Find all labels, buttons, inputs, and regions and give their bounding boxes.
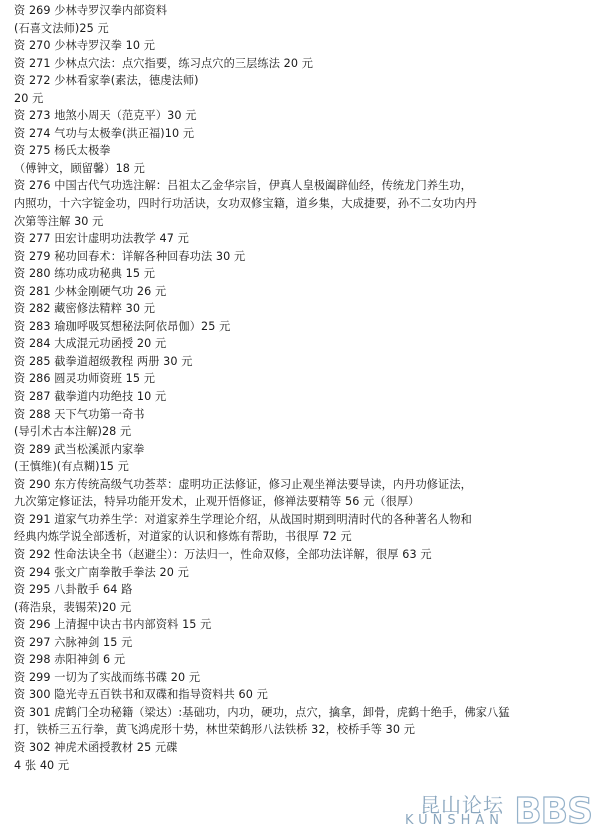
- text-line: 资 288 天下气功第一奇书: [14, 407, 145, 421]
- text-line: 资 295 八卦散手 64 路: [14, 583, 133, 597]
- text-line: 资 299 一切为了实战而练书碟 20 元: [14, 670, 201, 684]
- text-line: 资 300 隐光寺五百铁书和双碟和指导资料共 60 元: [14, 688, 268, 702]
- text-line: (王慎维)(有点糊)15 元: [14, 460, 129, 474]
- text-line: (石喜文法师)25 元: [14, 21, 109, 35]
- text-line: 资 290 东方传统高级气功荟萃：虚明功正法修证，修习止观坐禅法要导读，内丹功修证法，: [14, 477, 472, 491]
- text-line: 资 285 截拳道超级教程 两册 30 元: [14, 354, 193, 368]
- text-line: 资 298 赤阳神剑 6 元: [14, 653, 126, 667]
- text-line: 资 274 气功与太极拳(洪正福)10 元: [14, 126, 195, 140]
- text-line: 资 275 杨氏太极拳: [14, 144, 111, 158]
- text-line: 资 286 圆灵功师资班 15 元: [14, 372, 156, 386]
- text-line: 资 291 道家气功养生学：对道家养生学理论介绍，从战国时期到明清时代的各种著名人物和: [14, 512, 472, 526]
- text-line: 资 294 张文广南拳散手拳法 20 元: [14, 565, 189, 579]
- document-body: [14, 2, 594, 774]
- text-line: 资 279 秘功回春术：详解各种回春功法 30 元: [14, 249, 246, 263]
- text-line: 资 302 神虎术函授教材 25 元碟: [14, 740, 178, 754]
- text-line: 经典内炼学说全部透析，对道家的认识和修炼有帮助，书很厚 72 元: [14, 530, 352, 544]
- text-line: 内照功，十六字锭金功，四时行功活诀，女功双修宝籍，道乡集，大成捷要，孙不二女功内丹: [14, 197, 477, 211]
- text-line: 4 张 40 元: [14, 758, 70, 772]
- text-line: 资 280 练功成功秘典 15 元: [14, 267, 156, 281]
- text-line: 资 273 地煞小周天（范克平）30 元: [14, 109, 197, 123]
- text-line: （傅钟文，顾留馨）18 元: [14, 161, 145, 175]
- text-line: 资 270 少林寺罗汉拳 10 元: [14, 39, 156, 53]
- text-line: 资 283 瑜珈呼吸冥想秘法阿依昂伽）25 元: [14, 319, 231, 333]
- text-line: 资 271 少林点穴法：点穴指要，练习点穴的三层练法 20 元: [14, 56, 314, 70]
- watermark-chinese-text: 昆山论坛: [420, 793, 504, 817]
- text-line: (导引术古本注解)28 元: [14, 425, 132, 439]
- text-line: 资 284 大成混元功函授 20 元: [14, 337, 167, 351]
- text-line: 九次第定修证法，特异功能开发术，止观开悟修证，修禅法要精等 56 元（很厚）: [14, 495, 420, 509]
- text-line: 资 272 少林看家拳(素法，德虔法师): [14, 74, 199, 88]
- text-line: 资 276 中国古代气功选注解：吕祖太乙金华宗旨，伊真人皇极阖辟仙经，传统龙门养生功，: [14, 179, 472, 193]
- text-line: 资 277 田宏计虚明功法教学 47 元: [14, 232, 189, 246]
- text-line: 资 289 武当松溪派内家拳: [14, 442, 145, 456]
- text-line: 资 292 性命法诀全书（赵避尘）：万法归一，性命双修，全部功法详解，很厚 63 元: [14, 547, 432, 561]
- text-line: 资 282 藏密修法精粹 30 元: [14, 302, 156, 316]
- text-line: 资 287 截拳道内功绝技 10 元: [14, 390, 167, 404]
- watermark-english-text: KUNSHAN: [404, 813, 504, 828]
- text-line: 次第等注解 30 元: [14, 214, 104, 228]
- text-line: 资 269 少林寺罗汉拳内部资料: [14, 4, 168, 17]
- text-line: 资 296 上清握中诀古书内部资料 15 元: [14, 618, 212, 632]
- text-line: 资 301 虎鹤门全功秘籍（梁达）:基础功，内功，硬功，点穴，擒拿，卸骨，虎鹤十绝手，佛家八猛: [14, 705, 510, 719]
- text-line: 资 297 六脉神剑 15 元: [14, 635, 133, 649]
- text-line: 资 281 少林金刚硬气功 26 元: [14, 284, 167, 298]
- text-line: 20 元: [14, 91, 44, 105]
- text-line: 打，铁桥三五行拳，黄飞鸿虎形十势，林世荣鹤形八法铁桥 32，校桥手等 30 元: [14, 723, 416, 737]
- text-line: (蒋浩泉，裴锡荣)20 元: [14, 600, 132, 614]
- forum-watermark-logo: [392, 789, 592, 833]
- watermark-bbs-text: BBS: [514, 791, 592, 832]
